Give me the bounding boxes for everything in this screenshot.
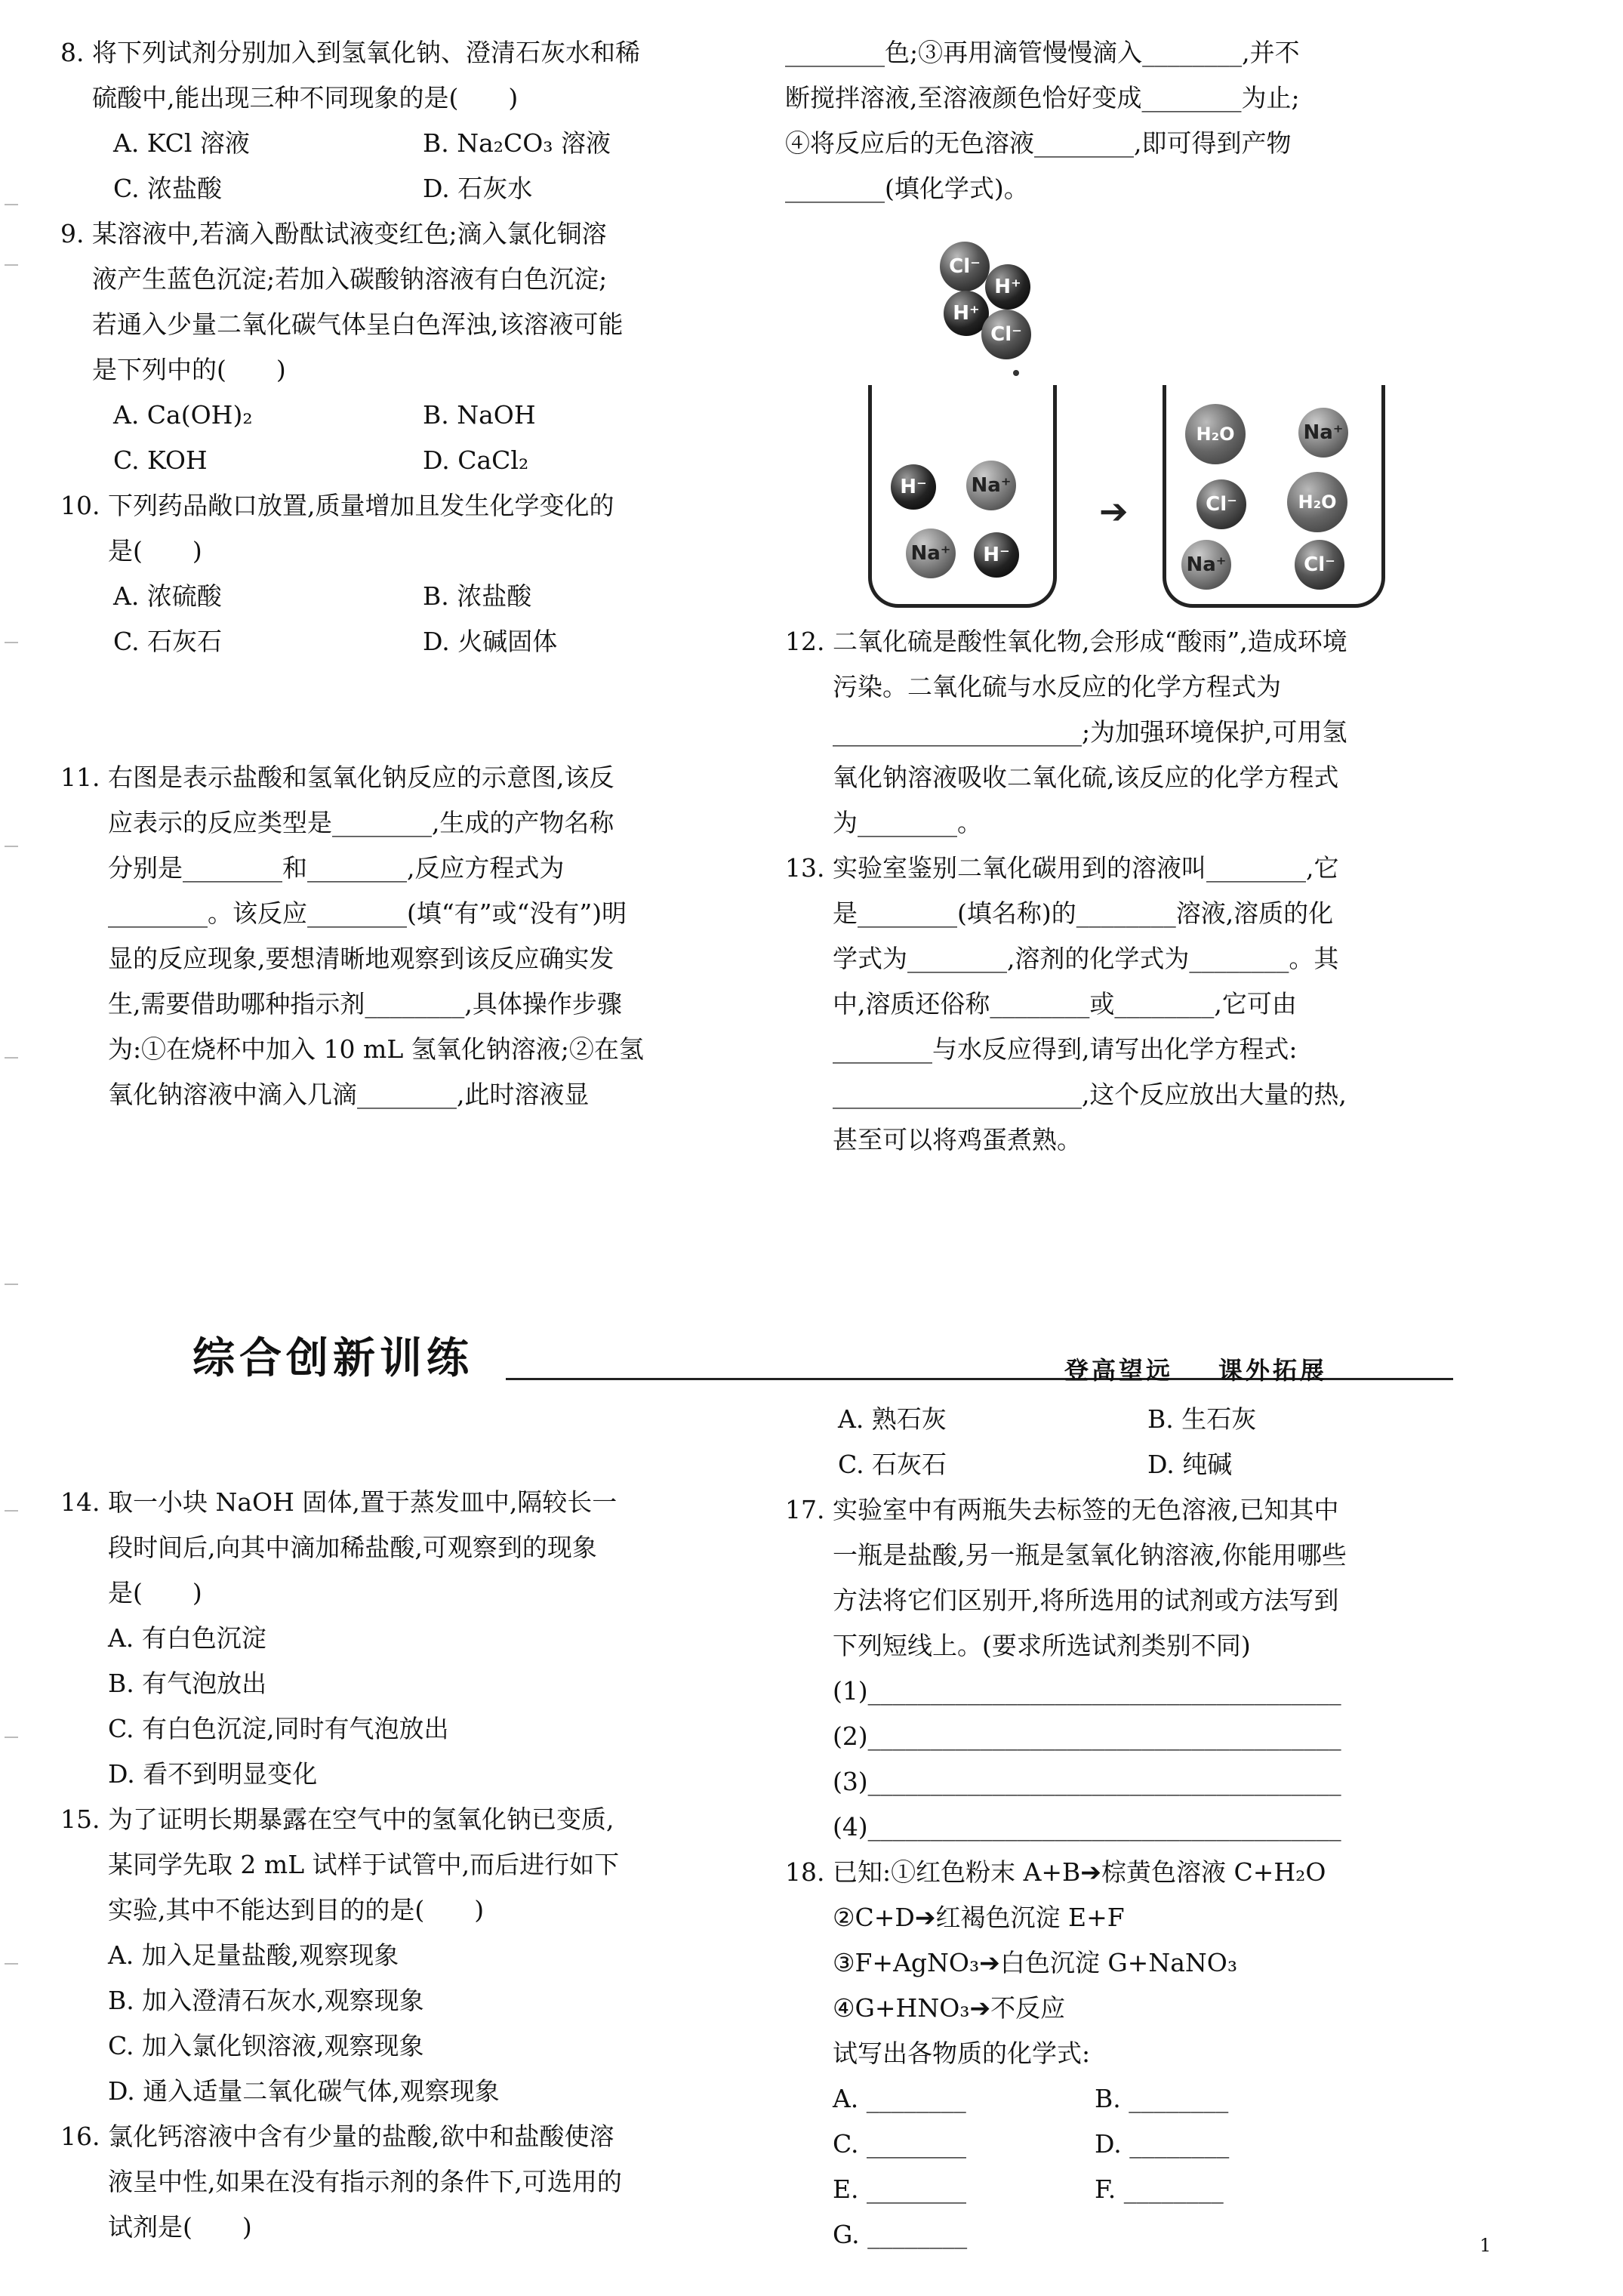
text-line: 氧化钠溶液中滴入几滴________,此时溶液显 bbox=[60, 1080, 590, 1109]
text-line: 17. 实验室中有两瓶失去标签的无色溶液,已知其中 bbox=[785, 1495, 1339, 1524]
text-line: D. 通入适量二氧化碳气体,观察现象 bbox=[60, 2076, 500, 2106]
text-line: ____________________;为加强环境保护,可用氢 bbox=[785, 717, 1347, 747]
text-line: 为:①在烧杯中加入 10 mL 氢氧化钠溶液;②在氢 bbox=[60, 1034, 644, 1064]
molecule-na: Na⁺ bbox=[1181, 540, 1231, 590]
option-item: B. 浓盐酸 bbox=[423, 581, 532, 611]
molecule-h: H⁺ bbox=[985, 264, 1030, 310]
option-item: D. 火碱固体 bbox=[423, 627, 558, 656]
text-line: 14. 取一小块 NaOH 固体,置于蒸发皿中,隔较长一 bbox=[60, 1487, 617, 1517]
text-line: 污染。二氧化硫与水反应的化学方程式为 bbox=[785, 672, 1281, 701]
option-item: A. ________ bbox=[785, 2084, 966, 2113]
right-column-bottom bbox=[785, 1397, 1464, 2257]
molecule-h: H⁻ bbox=[974, 532, 1019, 578]
text-line: A. 加入足量盐酸,观察现象 bbox=[60, 1940, 399, 1970]
text-line: C. 有白色沉淀,同时有气泡放出 bbox=[60, 1714, 449, 1743]
text-line: 实验,其中不能达到目的的是( ) bbox=[60, 1895, 485, 1925]
text-line: 中,溶质还俗称________或________,它可由 bbox=[785, 989, 1297, 1019]
option-row bbox=[785, 1442, 1464, 1487]
molecule-cl: Cl⁻ bbox=[1295, 540, 1344, 590]
section-subtitle-2: 课外拓展 bbox=[1218, 1356, 1328, 1385]
section-subtitle bbox=[1064, 1351, 1327, 1386]
molecule-na: Na⁺ bbox=[1298, 408, 1348, 458]
option-item: A. 熟石灰 bbox=[838, 1404, 947, 1434]
text-line: B. 有气泡放出 bbox=[60, 1669, 267, 1698]
left-column-top bbox=[60, 30, 740, 1117]
right-column-top bbox=[785, 30, 1464, 211]
option-item: B. 生石灰 bbox=[1147, 1404, 1257, 1434]
molecule-cl: Cl⁻ bbox=[940, 242, 990, 291]
option-row bbox=[60, 121, 740, 166]
option-row bbox=[60, 619, 740, 664]
option-row bbox=[785, 2167, 1464, 2212]
text-line: 13. 实验室鉴别二氧化碳用到的溶液叫________,它 bbox=[785, 853, 1339, 883]
text-line: 一瓶是盐酸,另一瓶是氢氧化钠溶液,你能用哪些 bbox=[785, 1540, 1347, 1570]
option-row bbox=[785, 2122, 1464, 2167]
text-line: B. 加入澄清石灰水,观察现象 bbox=[60, 1986, 424, 2015]
text-line: 学式为________,溶剂的化学式为________。其 bbox=[785, 944, 1339, 973]
text-line bbox=[60, 664, 740, 710]
option-row bbox=[60, 393, 740, 438]
text-line: 为________。 bbox=[785, 808, 982, 837]
left-column-bottom bbox=[60, 1480, 740, 2250]
reaction-arrow: ➔ bbox=[1099, 491, 1129, 532]
option-row bbox=[60, 574, 740, 619]
text-line: ②C+D➔红褐色沉淀 E+F bbox=[785, 1903, 1125, 1932]
option-item: B. NaOH bbox=[423, 400, 536, 430]
page-number: 1 bbox=[1480, 2235, 1492, 2256]
text-line: 是( ) bbox=[60, 536, 202, 566]
text-line: 9. 某溶液中,若滴入酚酞试液变红色;滴入氯化铜溶 bbox=[60, 219, 607, 248]
text-line: 方法将它们区别开,将所选用的试剂或方法写到 bbox=[785, 1586, 1339, 1615]
text-line: 生,需要借助哪种指示剂________,具体操作步骤 bbox=[60, 989, 622, 1019]
text-line: 12. 二氧化硫是酸性氧化物,会形成“酸雨”,造成环境 bbox=[785, 627, 1347, 656]
molecule-h2o: H₂O bbox=[1287, 472, 1347, 532]
text-line: ________(填化学式)。 bbox=[785, 174, 1029, 203]
option-item: C. 石灰石 bbox=[113, 627, 223, 656]
text-line: 16. 氯化钙溶液中含有少量的盐酸,欲中和盐酸使溶 bbox=[60, 2122, 614, 2151]
beaker-right bbox=[1163, 385, 1385, 608]
text-line: ________。该反应________(填“有”或“没有”)明 bbox=[60, 898, 627, 928]
text-line: G. ________ bbox=[785, 2220, 968, 2249]
option-item: D. 纯碱 bbox=[1147, 1450, 1233, 1479]
text-line: 试剂是( ) bbox=[60, 2212, 252, 2242]
option-item: D. ________ bbox=[1095, 2129, 1230, 2159]
section-title: 综合创新训练 bbox=[192, 1334, 473, 1383]
option-item: D. 石灰水 bbox=[423, 174, 533, 203]
text-line: 应表示的反应类型是________,生成的产物名称 bbox=[60, 808, 614, 837]
option-row bbox=[785, 1397, 1464, 1442]
text-line: 10. 下列药品敞口放置,质量增加且发生化学变化的 bbox=[60, 491, 614, 520]
option-item: E. ________ bbox=[785, 2174, 967, 2204]
option-row bbox=[60, 438, 740, 483]
option-item: D. CaCl₂ bbox=[423, 445, 529, 475]
text-line: 段时间后,向其中滴加稀盐酸,可观察到的现象 bbox=[60, 1533, 597, 1562]
text-line: 硫酸中,能出现三种不同现象的是( ) bbox=[60, 83, 519, 112]
molecule-na: Na⁺ bbox=[966, 461, 1016, 510]
text-line: 是________(填名称)的________溶液,溶质的化 bbox=[785, 898, 1334, 928]
option-item: C. 石灰石 bbox=[838, 1450, 947, 1479]
text-line bbox=[60, 710, 740, 755]
drip-dot bbox=[1013, 370, 1019, 376]
text-line: 试写出各物质的化学式: bbox=[785, 2039, 1091, 2068]
text-line: ④G+HNO₃➔不反应 bbox=[785, 1993, 1066, 2023]
text-line: 甚至可以将鸡蛋煮熟。 bbox=[785, 1125, 1082, 1154]
text-line: 断搅拌溶液,至溶液颜色恰好变成________为止; bbox=[785, 83, 1300, 112]
text-line: 若通入少量二氧化碳气体呈白色浑浊,该溶液可能 bbox=[60, 310, 624, 339]
option-item: C. ________ bbox=[785, 2129, 966, 2159]
text-line: (1)______________________________________ bbox=[785, 1676, 1341, 1706]
option-item: A. KCl 溶液 bbox=[113, 128, 250, 158]
text-line: 分别是________和________,反应方程式为 bbox=[60, 853, 565, 883]
option-row bbox=[785, 2076, 1464, 2122]
text-line: 下列短线上。(要求所选试剂类别不同) bbox=[785, 1631, 1251, 1660]
text-line: 是下列中的( ) bbox=[60, 355, 286, 384]
text-line: ________色;③再用滴管慢慢滴入________,并不 bbox=[785, 38, 1300, 67]
option-item: F. ________ bbox=[1095, 2174, 1224, 2204]
text-line: 8. 将下列试剂分别加入到氢氧化钠、澄清石灰水和稀 bbox=[60, 38, 640, 67]
text-line: 11. 右图是表示盐酸和氢氧化钠反应的示意图,该反 bbox=[60, 763, 614, 792]
text-line: (2)______________________________________ bbox=[785, 1721, 1341, 1751]
text-line: (4)______________________________________ bbox=[785, 1812, 1341, 1841]
text-line: (3)______________________________________ bbox=[785, 1767, 1341, 1796]
option-item: B. ________ bbox=[1095, 2084, 1229, 2113]
option-row bbox=[60, 166, 740, 211]
option-item: A. Ca(OH)₂ bbox=[113, 400, 253, 430]
reaction-diagram bbox=[868, 249, 1397, 627]
right-column-middle bbox=[785, 619, 1464, 1163]
text-line: ④将反应后的无色溶液________,即可得到产物 bbox=[785, 128, 1292, 158]
option-item: A. 浓硫酸 bbox=[113, 581, 222, 611]
text-line: 氧化钠溶液吸收二氧化硫,该反应的化学方程式 bbox=[785, 763, 1339, 792]
option-item: C. KOH bbox=[113, 445, 208, 475]
text-line: 18. 已知:①红色粉末 A+B➔棕黄色溶液 C+H₂O bbox=[785, 1857, 1326, 1887]
molecule-h: H⁺ bbox=[944, 291, 989, 336]
molecule-h: H⁻ bbox=[891, 464, 936, 510]
molecule-cl: Cl⁻ bbox=[981, 310, 1031, 359]
text-line: 某同学先取 2 mL 试样于试管中,而后进行如下 bbox=[60, 1850, 620, 1879]
section-subtitle-1: 登高望远 bbox=[1064, 1356, 1174, 1385]
option-item: C. 浓盐酸 bbox=[113, 174, 223, 203]
text-line: ________与水反应得到,请写出化学方程式: bbox=[785, 1034, 1298, 1064]
molecule-na: Na⁺ bbox=[906, 529, 956, 578]
text-line: 液产生蓝色沉淀;若加入碳酸钠溶液有白色沉淀; bbox=[60, 264, 608, 294]
text-line: 是( ) bbox=[60, 1578, 202, 1607]
text-line: D. 看不到明显变化 bbox=[60, 1759, 318, 1789]
text-line: ③F+AgNO₃➔白色沉淀 G+NaNO₃ bbox=[785, 1948, 1238, 1977]
binding-margin bbox=[5, 0, 27, 2296]
text-line: 显的反应现象,要想清晰地观察到该反应确实发 bbox=[60, 944, 614, 973]
option-item: B. Na₂CO₃ 溶液 bbox=[423, 128, 611, 158]
text-line: 15. 为了证明长期暴露在空气中的氢氧化钠已变质, bbox=[60, 1804, 614, 1834]
beaker-left bbox=[868, 385, 1057, 608]
molecule-h2o: H₂O bbox=[1185, 404, 1246, 464]
text-line: 液呈中性,如果在没有指示剂的条件下,可选用的 bbox=[60, 2167, 622, 2196]
molecule-cl: Cl⁻ bbox=[1196, 479, 1246, 529]
text-line: A. 有白色沉淀 bbox=[60, 1623, 266, 1653]
text-line: C. 加入氯化钡溶液,观察现象 bbox=[60, 2031, 424, 2060]
text-line: ____________________,这个反应放出大量的热, bbox=[785, 1080, 1347, 1109]
